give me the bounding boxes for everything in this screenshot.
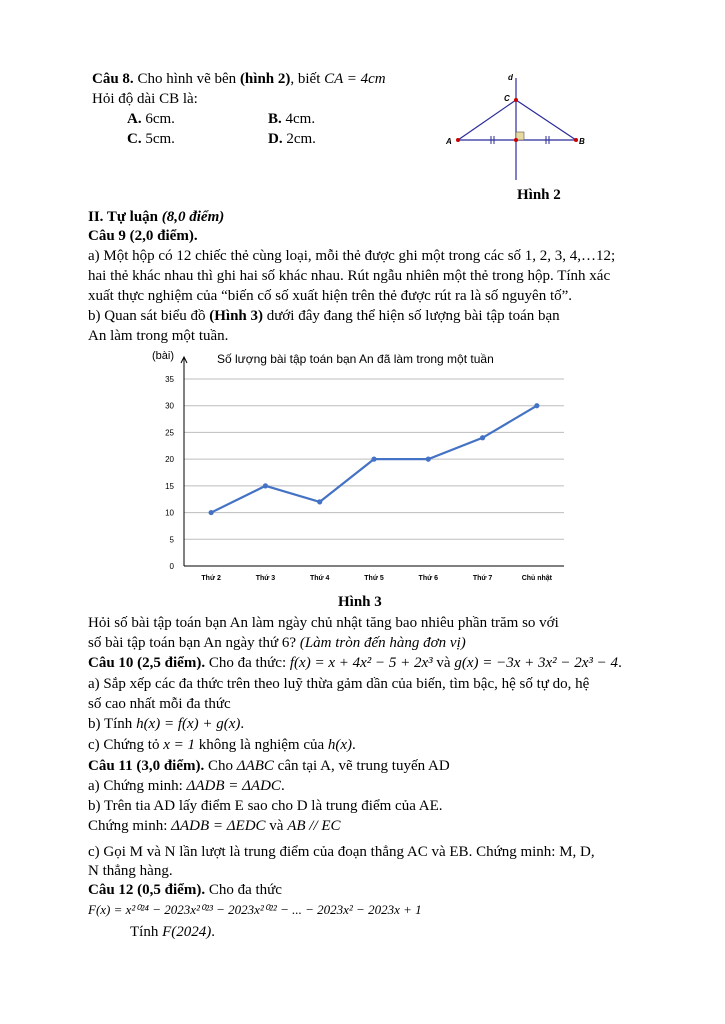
x-tick-label: Chủ nhật [521, 575, 553, 582]
x-tick-label: Thứ 4 [309, 575, 330, 582]
q11-label: Câu 11 (3,0 điểm). [88, 758, 205, 774]
q11-line1 [88, 757, 450, 775]
label-a: A [446, 137, 452, 146]
q11-triangle: ΔABC [236, 758, 274, 774]
section-points: (8,0 điểm) [161, 209, 225, 225]
q9-b-text: b) Quan sát biểu đồ [88, 308, 210, 324]
option-value: 4cm. [285, 111, 316, 127]
q12-formula [88, 901, 422, 919]
q11-b-formula1: ΔADB = ΔEDC [171, 818, 266, 834]
y-tick-label: 35 [165, 375, 174, 384]
q9-b-figure-ref: (Hình 3) [209, 308, 263, 324]
data-point [317, 499, 322, 504]
q12-polynomial: F(x) = x²⁰²⁴ − 2023x²⁰²³ − 2023x²⁰²² − ... − 2023x² − 2023x + 1 [88, 902, 422, 917]
data-point [426, 457, 431, 462]
q12-label: Câu 12 (0,5 điểm). [88, 882, 206, 898]
q11-intro: Cho [204, 758, 237, 774]
q11-a-line: a) Chứng minh: ΔADB = ΔADC. [88, 778, 285, 794]
data-point [371, 457, 376, 462]
y-tick-label: 30 [165, 401, 174, 411]
q8-option-c [127, 131, 175, 148]
q11-intro2: cân tại A, vẽ trung tuyến AD [273, 758, 450, 774]
q11-a-text: a) Chứng minh: [88, 778, 187, 794]
q8-figure-ref: (hình 2) [239, 71, 291, 87]
point-a [456, 138, 460, 142]
q11-a-formula: ΔADB = ΔADC [186, 778, 281, 794]
q9-question-text: số bài tập toán bạn An ngày thứ 6? [88, 635, 300, 651]
q8-condition: CA = 4cm [324, 71, 386, 87]
data-point [480, 435, 485, 440]
figure-2-diagram [440, 68, 600, 183]
y-tick-label: 15 [165, 481, 174, 491]
section-title: II. Tự luận [88, 209, 159, 225]
segment-ac [458, 100, 516, 140]
label-b: B [579, 137, 585, 146]
q10-b-line: b) Tính h(x) = f(x) + g(x). [88, 716, 245, 732]
q12-ask-formula: F(2024) [162, 924, 212, 940]
label-c: C [504, 94, 510, 103]
x-tick-label: Thứ 6 [418, 575, 439, 582]
option-key: A. [127, 111, 142, 127]
x-tick-label: Thứ 5 [364, 575, 384, 582]
q10-f-formula: f(x) = x + 4x² − 5 + 2x³ [289, 655, 433, 671]
data-point [534, 403, 539, 408]
option-value: 5cm. [145, 131, 175, 147]
option-key: D. [268, 131, 283, 147]
y-tick-label: 0 [169, 562, 174, 571]
q8-line2: Hỏi độ dài CB là: [92, 91, 198, 107]
option-value: 2cm. [286, 131, 316, 147]
q10-label: Câu 10 (2,5 điểm). [88, 655, 206, 671]
q10-c-formula1: x = 1 [163, 737, 195, 753]
point-foot [514, 138, 518, 142]
q9-rounding-note: (Làm tròn đến hàng đơn vị) [299, 635, 466, 651]
q11-b-line2 [88, 817, 341, 835]
q11-c-line1: c) Gọi M và N lần lượt là trung điểm của đoạn thẳng AC và EB. Chứng minh: M, D, [88, 844, 595, 860]
line-chart [140, 345, 580, 590]
q8-text: Cho hình vẽ bên [133, 71, 240, 87]
q8-label: Câu 8. [92, 71, 134, 87]
q9-a-line1: a) Một hộp có 12 chiếc thẻ cùng loại, mỗi thẻ được ghi một trong các số 1, 2, 3, 4,…12; [88, 248, 616, 264]
point-c [514, 98, 518, 102]
q10-intro: Cho đa thức: [205, 655, 290, 671]
q10-a-line2: số cao nhất mỗi đa thức [88, 696, 231, 712]
data-point [209, 510, 214, 515]
x-tick-label: Thứ 3 [255, 575, 276, 582]
section-2-heading [88, 208, 224, 226]
q11-b-line1: b) Trên tia AD lấy điểm E sao cho D là trung điểm của AE. [88, 798, 443, 814]
q12-ask-line: Tính F(2024). [130, 924, 215, 940]
q9-question-line1: Hỏi số bài tập toán bạn An làm ngày chủ nhật tăng bao nhiêu phần trăm so với [88, 615, 559, 631]
chart-y-label: (bài) [152, 350, 175, 362]
q10-c-line: c) Chứng tỏ x = 1 không là nghiệm của h(x). [88, 737, 356, 753]
q12-ask-text: Tính [130, 924, 163, 940]
q10-g-formula: g(x) = −3x + 3x² − 2x³ − 4 [454, 655, 619, 671]
q8-text2: , biết [290, 71, 325, 87]
q10-c-text: c) Chứng tỏ [88, 737, 164, 753]
q11-b-text: Chứng minh: [88, 818, 172, 834]
y-tick-label: 25 [165, 428, 174, 438]
q10-c-text2: không là nghiệm của [195, 737, 328, 753]
option-key: C. [127, 131, 142, 147]
q11-b-formula2: AB // EC [287, 818, 341, 834]
q9-a-line2: hai thẻ khác nhau thì ghi hai số khác nhau. Rút ngẫu nhiên một thẻ trong hộp. Tính xác [88, 268, 611, 284]
figure-2-caption: Hình 2 [517, 187, 561, 203]
q8-option-d [268, 131, 316, 148]
q10-a-line1: a) Sắp xếp các đa thức trên theo luỹ thừa gảm dần của biến, tìm bậc, hệ số tự do, hệ [88, 676, 590, 692]
q8-option-a [127, 111, 175, 128]
y-tick-label: 10 [165, 508, 174, 518]
option-value: 6cm. [145, 111, 175, 127]
option-key: B. [268, 111, 282, 127]
q8-option-b [268, 111, 315, 128]
q11-c-line2: N thẳng hàng. [88, 863, 173, 879]
q9-b-line1 [88, 307, 560, 325]
segment-cb [516, 100, 576, 140]
q10-and: và [432, 655, 455, 671]
q10-b-formula: h(x) = f(x) + g(x) [136, 716, 241, 732]
q9-question-line2 [88, 634, 466, 652]
y-tick-label: 5 [169, 535, 174, 545]
q12-intro: Cho đa thức [205, 882, 282, 898]
chart-title: Số lượng bài tập toán bạn An đã làm trong một tuần [217, 352, 494, 366]
q9-a-line3: xuất thực nghiệm của “biến cố số xuất hiện trên thẻ được rút ra là số nguyên tố”. [88, 288, 573, 304]
figure-3-caption: Hình 3 [338, 594, 382, 610]
x-tick-label: Thứ 2 [201, 575, 221, 582]
y-tick-label: 20 [165, 455, 174, 465]
x-tick-label: Thứ 7 [472, 575, 493, 582]
q11-b-and: và [265, 818, 288, 834]
q10-b-text: b) Tính [88, 716, 137, 732]
label-d: d [508, 73, 513, 82]
q8-line1 [92, 70, 386, 88]
q10-line1: Câu 10 (2,5 điểm). Cho đa thức: f(x) = x + 4x² − 5 + 2x³ và g(x) = −3x + 3x² − 2x³ − 4. [88, 655, 622, 671]
q9-label: Câu 9 (2,0 điểm). [88, 228, 198, 244]
q12-line1 [88, 881, 282, 899]
q10-c-formula2: h(x) [327, 737, 353, 753]
data-point [263, 483, 268, 488]
point-b [574, 138, 578, 142]
q9-b-text2: dưới đây đang thể hiện số lượng bài tập toán bạn [263, 308, 560, 324]
q9-b-line2: An làm trong một tuần. [88, 328, 229, 344]
